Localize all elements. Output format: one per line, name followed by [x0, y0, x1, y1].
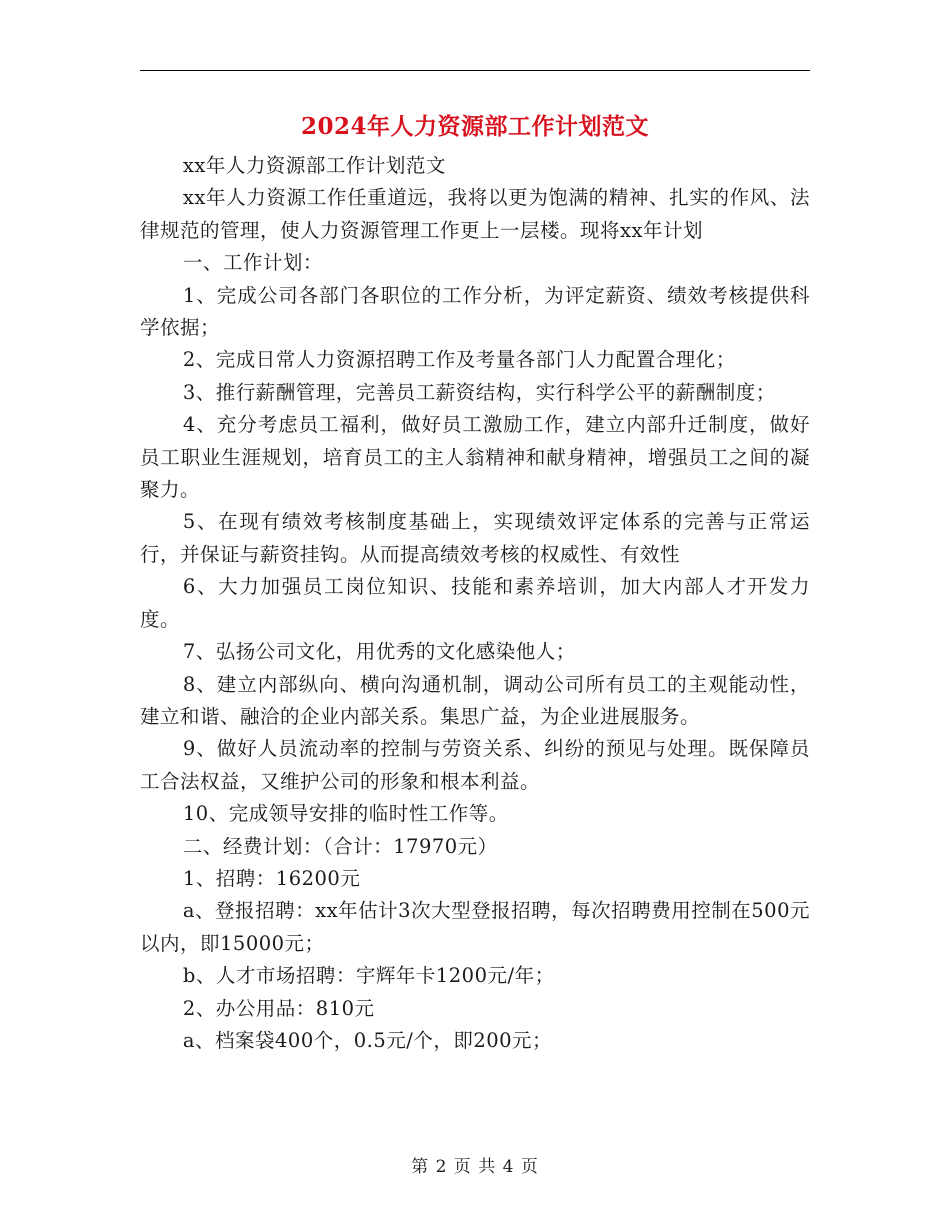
list-item: b、人才市场招聘：宇辉年卡1200元/年；: [182, 964, 555, 988]
paragraph: xx年人力资源部工作计划范文: [182, 154, 446, 177]
list-item: 3、推行薪酬管理，完善员工薪资结构，实行科学公平的薪酬制度；: [182, 380, 776, 404]
section-heading: 二、经费计划：（合计：17970元）: [182, 834, 498, 858]
list-item: 1、招聘：16200元: [182, 866, 361, 890]
list-item: 2、完成日常人力资源招聘工作及考量各部门人力配置合理化；: [182, 348, 736, 372]
list-item: 9、做好人员流动率的控制与劳资关系、纠纷的预见与处理。既保障员工合法权益，又维护公司的形象和根本利益。: [140, 737, 810, 793]
list-item: 8、建立内部纵向、横向沟通机制，调动公司所有员工的主观能动性，建立和谐、融洽的企业内部关系。集思广益，为企业进展服务。: [140, 672, 810, 728]
document-title: 2024年人力资源部工作计划范文: [300, 113, 649, 140]
section-heading: 一、工作计划：: [182, 251, 323, 275]
page-number: 第 2 页 共 4 页: [411, 1157, 539, 1177]
document-body: [140, 150, 810, 1057]
list-item: 2、办公用品：810元: [182, 996, 375, 1020]
list-item: a、档案袋400个，0.5元/个，即200元；: [182, 1028, 553, 1052]
list-item: 5、在现有绩效考核制度基础上，实现绩效评定体系的完善与正常运行，并保证与薪资挂钩。从而提高绩效考核的权威性、有效性: [140, 510, 810, 566]
list-item: 7、弘扬公司文化，用优秀的文化感染他人；: [182, 640, 576, 664]
list-item: 4、充分考虑员工福利，做好员工激励工作，建立内部升迁制度，做好员工职业生涯规划，培育员工的主人翁精神和献身精神，增强员工之间的凝聚力。: [140, 413, 810, 502]
list-item: 1、完成公司各部门各职位的工作分析，为评定薪资、绩效考核提供科学依据；: [140, 283, 810, 340]
list-item: 10、完成领导安排的临时性工作等。: [182, 802, 509, 826]
list-item: 6、大力加强员工岗位知识、技能和素养培训，加大内部人才开发力度。: [140, 575, 810, 631]
paragraph: xx年人力资源工作任重道远，我将以更为饱满的精神、扎实的作风、法律规范的管理，使人力资源管理工作更上一层楼。现将xx年计划: [140, 186, 810, 242]
header-rule: [140, 70, 810, 71]
list-item: a、登报招聘：xx年估计3次大型登报招聘，每次招聘费用控制在500元以内，即15000元；: [140, 899, 810, 955]
